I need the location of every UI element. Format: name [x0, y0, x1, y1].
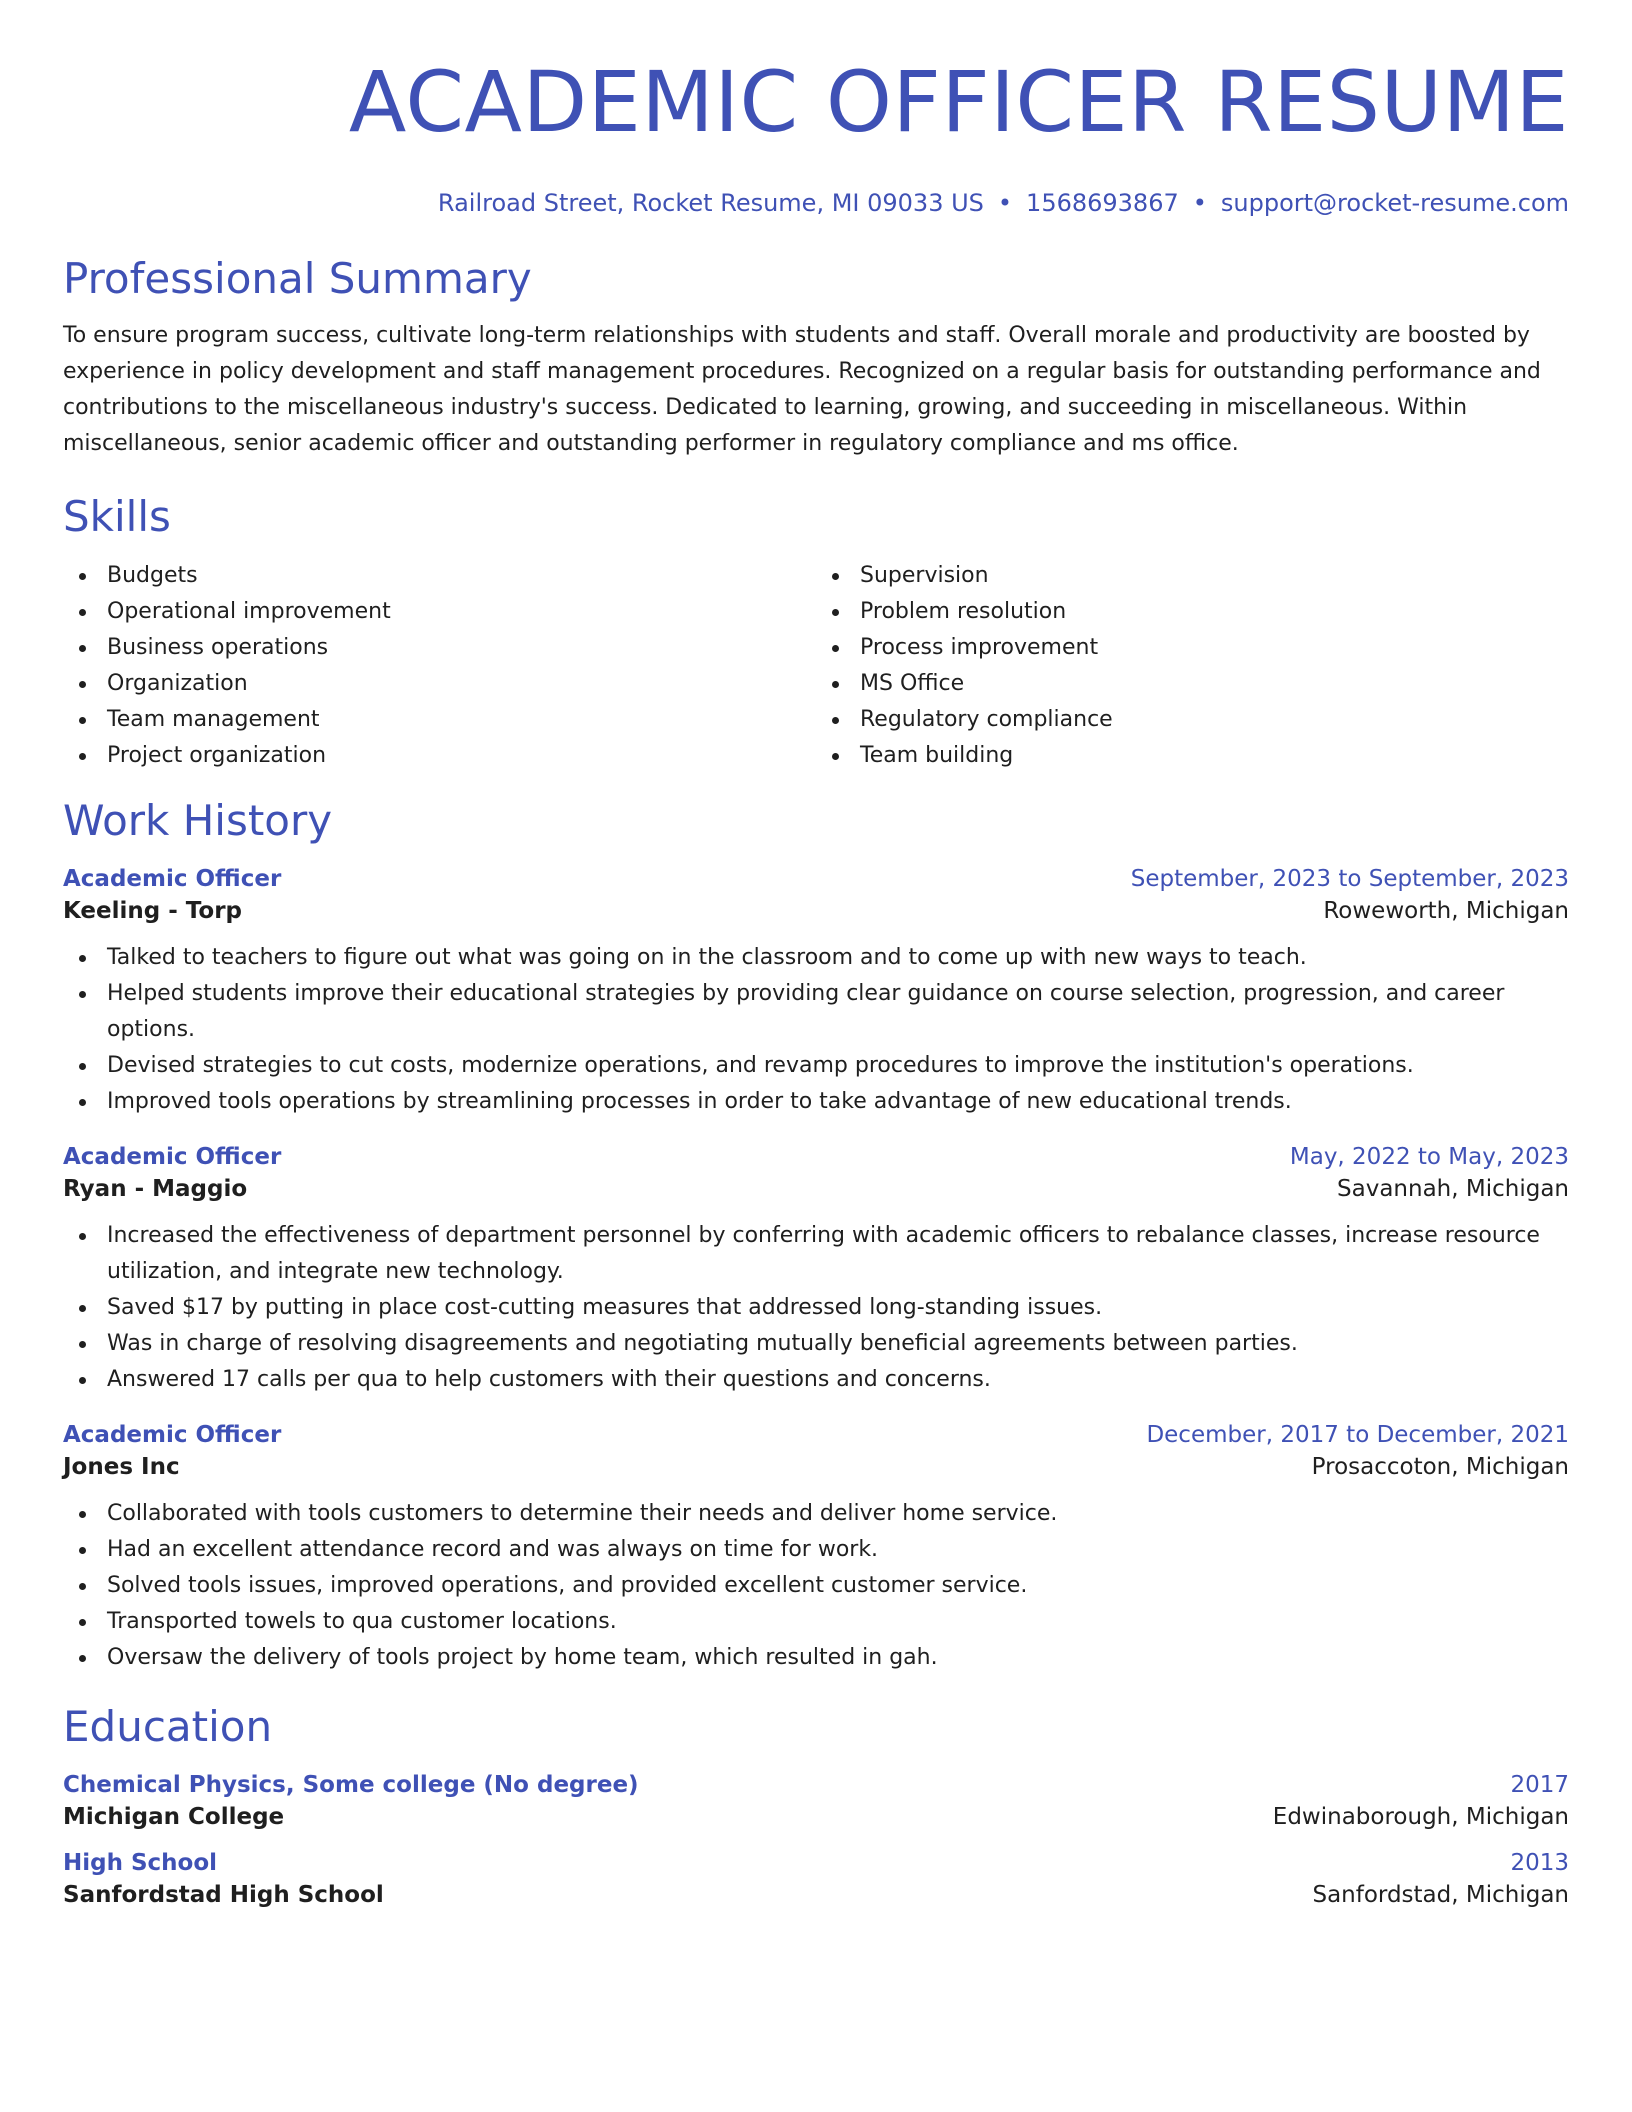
skill-item: Supervision: [816, 558, 1569, 594]
job-bullet: Improved tools operations by streamlining processes in order to take advantage of new educational trends.: [63, 1084, 1569, 1120]
skill-item: Operational improvement: [63, 594, 816, 630]
job-location: Roweworth, Michigan: [1323, 898, 1569, 924]
education-year: 2013: [1510, 1850, 1569, 1876]
job-dates: December, 2017 to December, 2021: [1146, 1422, 1569, 1448]
skill-item: Organization: [63, 666, 816, 702]
work-history-heading: Work History: [63, 796, 333, 845]
job-bullet: Was in charge of resolving disagreements and negotiating mutually beneficial agreements between parties.: [63, 1326, 1569, 1362]
skills-columns: [63, 558, 1569, 774]
job-dates: September, 2023 to September, 2023: [1130, 866, 1569, 892]
job-bullet: Solved tools issues, improved operations, and provided excellent customer service.: [63, 1568, 1569, 1604]
summary-heading: Professional Summary: [63, 254, 532, 303]
education-entry: [63, 1850, 1569, 1908]
summary-section: [63, 254, 1569, 462]
contact-line: [63, 188, 1569, 218]
job-title-row: [63, 1422, 1569, 1448]
education-degree: High School: [63, 1850, 218, 1876]
education-degree-row: [63, 1850, 1569, 1876]
skill-item: Process improvement: [816, 630, 1569, 666]
contact-separator: •: [1192, 189, 1207, 217]
job-location: Savannah, Michigan: [1337, 1176, 1569, 1202]
job-company: Keeling - Torp: [63, 898, 243, 924]
education-location: Edwinaborough, Michigan: [1272, 1804, 1569, 1830]
summary-text: To ensure program success, cultivate long-term relationships with students and staff. Overall morale and productivity are boosted by experience in policy development and staff management procedures. Recognized on a regular basis for outstanding performance and contributions to the miscellaneous industry's success. Dedicated to learning, growing, and succeeding in miscellaneous. Within miscellaneous, senior academic officer and outstanding performer in regulatory compliance and ms office.: [63, 323, 1541, 456]
job-bullet: Answered 17 calls per qua to help customers with their questions and concerns.: [63, 1362, 1569, 1398]
education-school-row: [63, 1804, 1569, 1830]
skill-item: Project organization: [63, 738, 816, 774]
skill-item: Business operations: [63, 630, 816, 666]
education-degree: Chemical Physics, Some college (No degree): [63, 1772, 639, 1798]
job-bullet: Transported towels to qua customer locations.: [63, 1604, 1569, 1640]
skill-item: Budgets: [63, 558, 816, 594]
education-heading: Education: [63, 1702, 273, 1751]
job-company-row: [63, 898, 1569, 924]
job-role: Academic Officer: [63, 1144, 282, 1170]
job-title-row: [63, 866, 1569, 892]
education-entry: [63, 1772, 1569, 1830]
job-bullets: [63, 940, 1569, 1120]
contact-email[interactable]: support@rocket-resume.com: [1220, 189, 1569, 217]
job-company-row: [63, 1176, 1569, 1202]
skill-item: MS Office: [816, 666, 1569, 702]
skills-list-right: [816, 558, 1569, 774]
job-company-row: [63, 1454, 1569, 1480]
job-bullets: [63, 1218, 1569, 1398]
job-company: Ryan - Maggio: [63, 1176, 248, 1202]
education-school: Michigan College: [63, 1804, 285, 1830]
job-role: Academic Officer: [63, 1422, 282, 1448]
job-bullet: Talked to teachers to figure out what was going on in the classroom and to come up with new ways to teach.: [63, 940, 1569, 976]
job-dates: May, 2022 to May, 2023: [1289, 1144, 1569, 1170]
education-school: Sanfordstad High School: [63, 1882, 384, 1908]
skill-item: Team management: [63, 702, 816, 738]
contact-address: Railroad Street, Rocket Resume, MI 09033 US: [437, 189, 984, 217]
job-entry: [63, 1144, 1569, 1398]
skills-list-left: [63, 558, 816, 774]
skill-item: Regulatory compliance: [816, 702, 1569, 738]
education-year: 2017: [1510, 1772, 1569, 1798]
job-entry: [63, 866, 1569, 1120]
job-bullet: Devised strategies to cut costs, modernize operations, and revamp procedures to improve the institution's operations.: [63, 1048, 1569, 1084]
job-bullet: Saved $17 by putting in place cost-cutting measures that addressed long-standing issues.: [63, 1290, 1569, 1326]
education-location: Sanfordstad, Michigan: [1312, 1882, 1569, 1908]
contact-phone[interactable]: 1568693867: [1026, 189, 1179, 217]
job-location: Prosaccoton, Michigan: [1311, 1454, 1569, 1480]
education-degree-row: [63, 1772, 1569, 1798]
job-company: Jones Inc: [63, 1454, 180, 1480]
skill-item: Problem resolution: [816, 594, 1569, 630]
contact-separator: •: [997, 189, 1013, 217]
resume-title: ACADEMIC OFFICER RESUME: [348, 53, 1569, 151]
skills-section: [63, 492, 1569, 774]
job-bullet: Increased the effectiveness of department personnel by conferring with academic officers to rebalance classes, increase resource utilization, and integrate new technology.: [63, 1218, 1569, 1290]
job-bullet: Had an excellent attendance record and was always on time for work.: [63, 1532, 1569, 1568]
job-title-row: [63, 1144, 1569, 1170]
job-bullets: [63, 1496, 1569, 1676]
work-history-section: [63, 796, 1569, 1676]
education-school-row: [63, 1882, 1569, 1908]
job-entry: [63, 1422, 1569, 1676]
job-role: Academic Officer: [63, 866, 282, 892]
skills-heading: Skills: [63, 492, 171, 541]
job-bullet: Collaborated with tools customers to determine their needs and deliver home service.: [63, 1496, 1569, 1532]
job-bullet: Helped students improve their educational strategies by providing clear guidance on course selection, progression, and career options.: [63, 976, 1569, 1048]
job-bullet: Oversaw the delivery of tools project by home team, which resulted in gah.: [63, 1640, 1569, 1676]
skill-item: Team building: [816, 738, 1569, 774]
education-section: [63, 1702, 1569, 1908]
